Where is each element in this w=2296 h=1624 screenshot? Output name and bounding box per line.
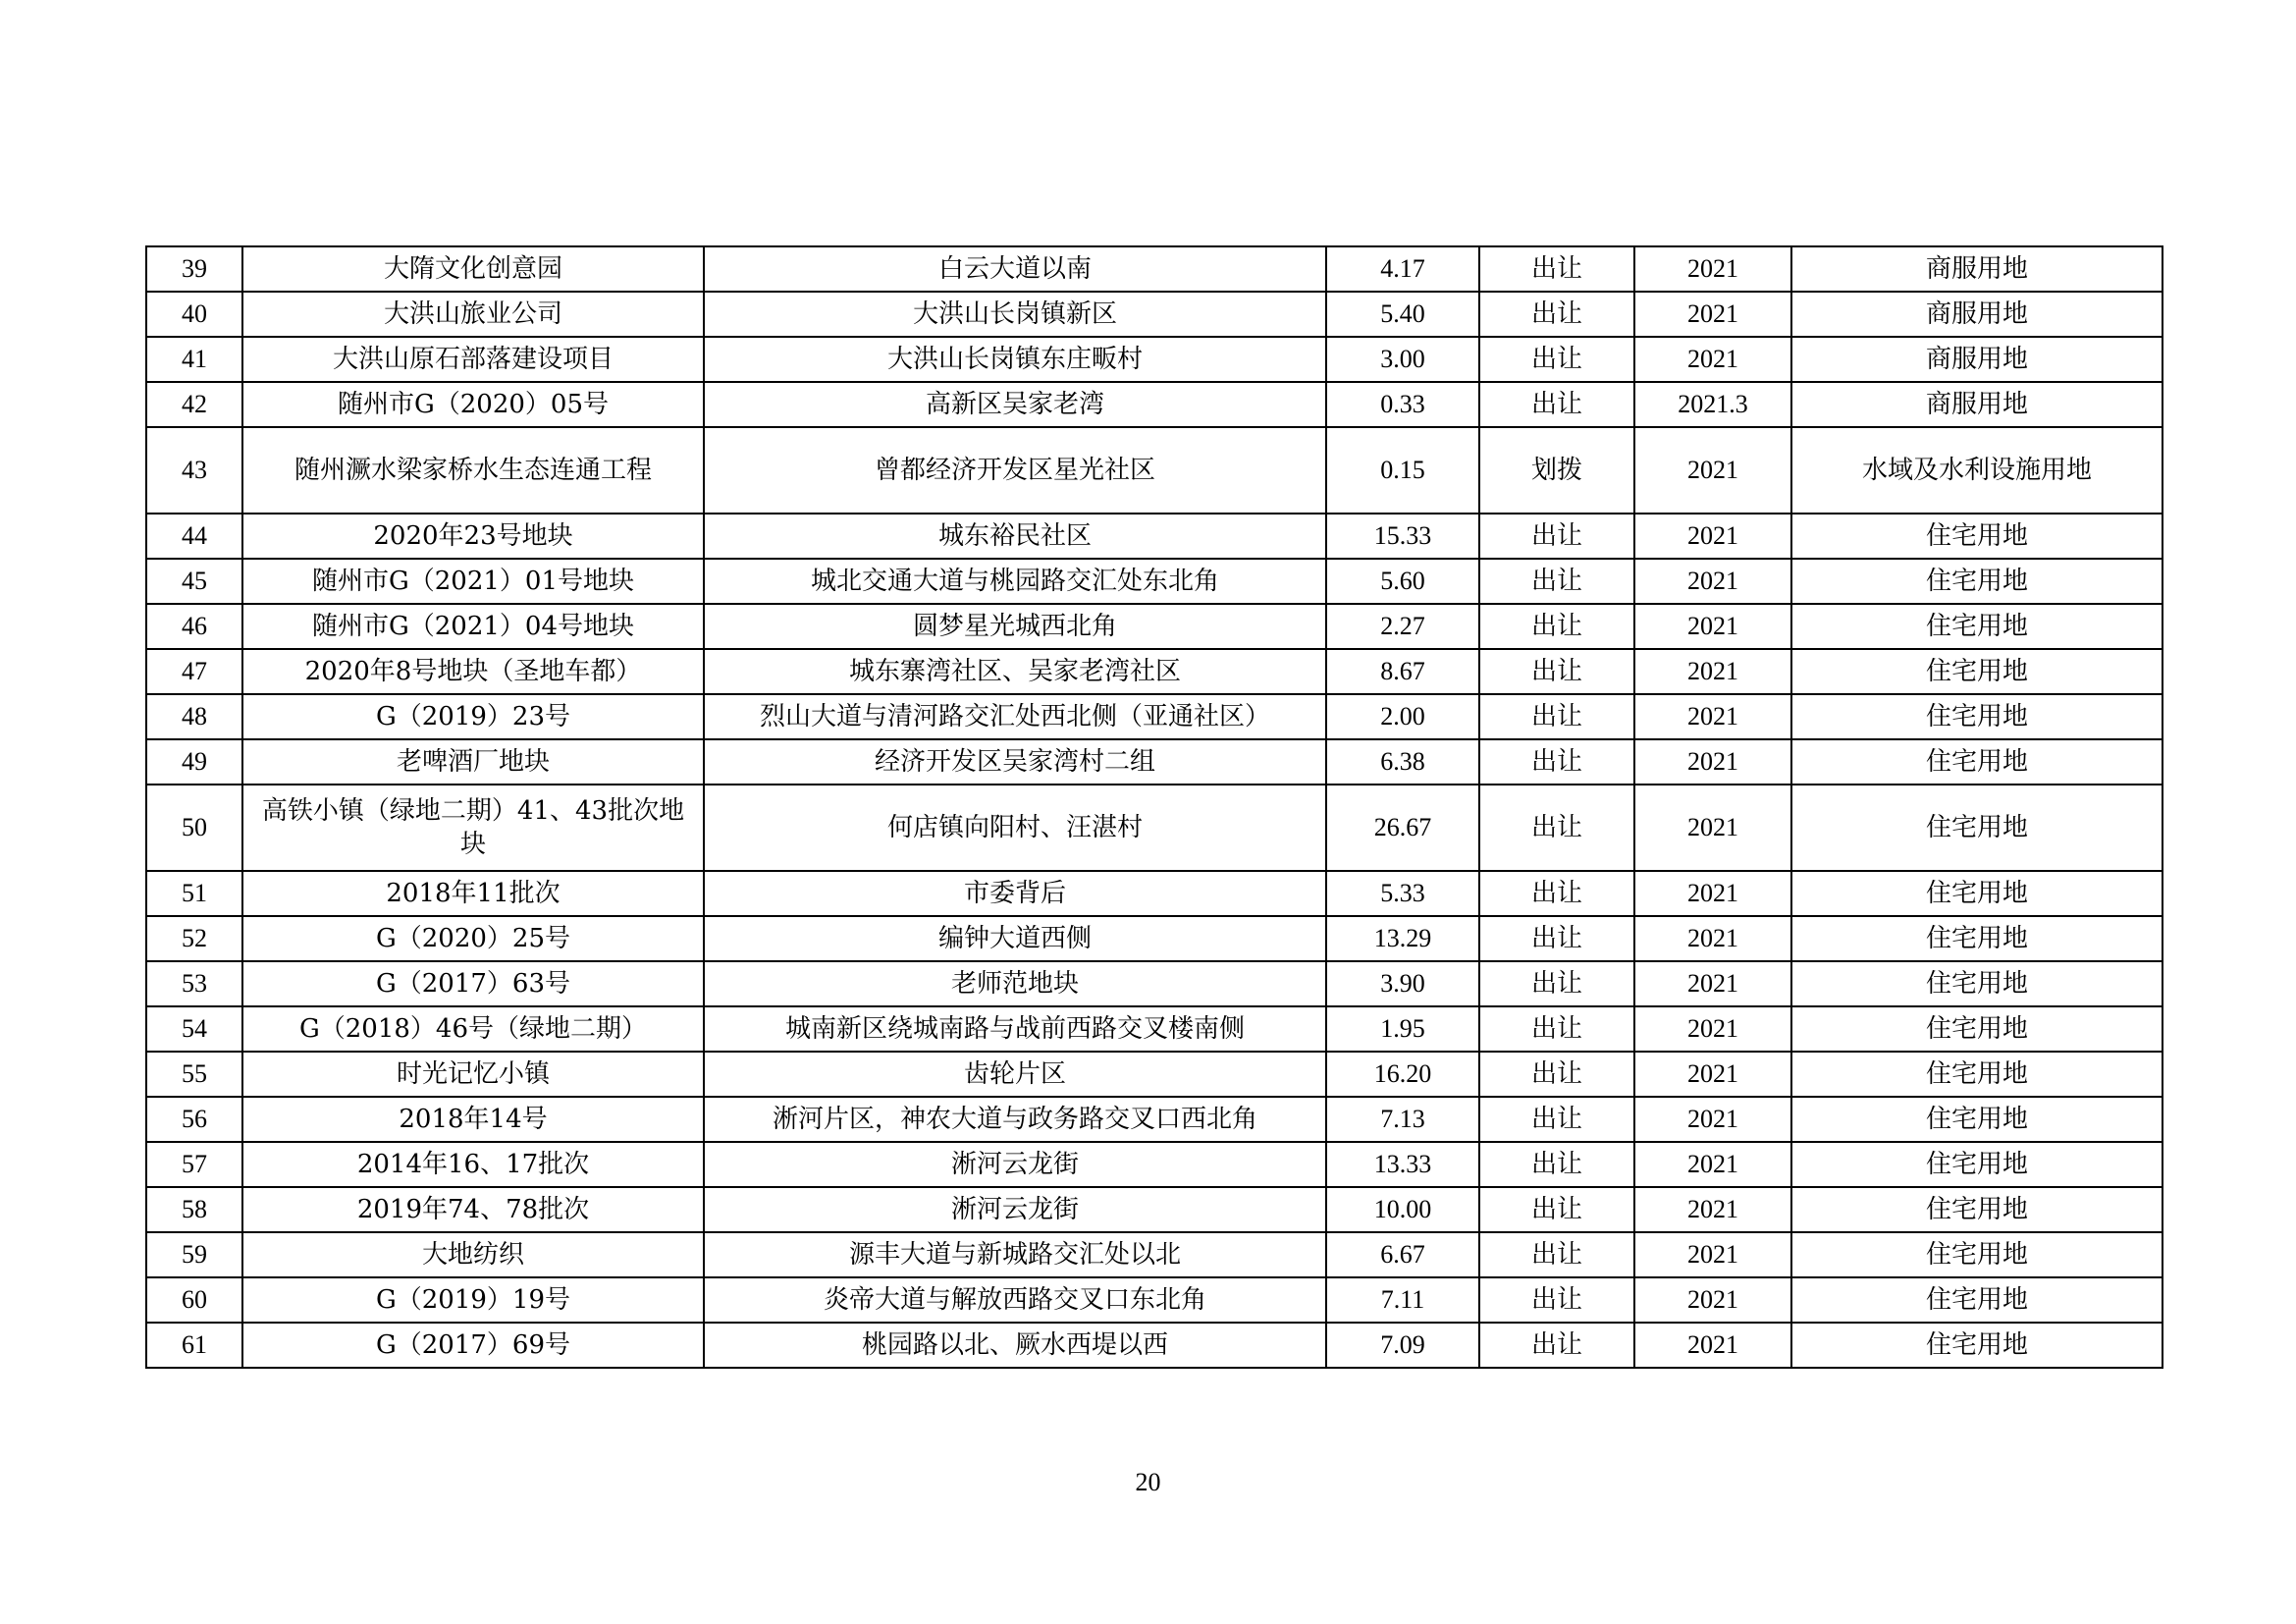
table-row <box>146 1323 2163 1368</box>
cell-area: 7.13 <box>1326 1097 1479 1142</box>
cell-number: 54 <box>146 1006 242 1052</box>
cell-land-use: 住宅用地 <box>1791 559 2163 604</box>
cell-number: 56 <box>146 1097 242 1142</box>
cell-land-use: 住宅用地 <box>1791 916 2163 961</box>
cell-area: 4.17 <box>1326 246 1479 292</box>
cell-land-use: 水域及水利设施用地 <box>1791 427 2163 514</box>
cell-location: 城东寨湾社区、吴家老湾社区 <box>704 649 1326 694</box>
cell-land-use: 住宅用地 <box>1791 1187 2163 1232</box>
cell-project-name: 随州㵐水梁家桥水生态连通工程 <box>242 427 704 514</box>
cell-supply-method: 划拨 <box>1479 427 1634 514</box>
cell-year: 2021 <box>1634 427 1791 514</box>
cell-location: 炎帝大道与解放西路交叉口东北角 <box>704 1277 1326 1323</box>
cell-supply-method: 出让 <box>1479 292 1634 337</box>
cell-location: 何店镇向阳村、汪湛村 <box>704 785 1326 871</box>
cell-supply-method: 出让 <box>1479 871 1634 916</box>
cell-location: 桃园路以北、厥水西堤以西 <box>704 1323 1326 1368</box>
cell-number: 48 <box>146 694 242 739</box>
cell-supply-method: 出让 <box>1479 337 1634 382</box>
cell-number: 61 <box>146 1323 242 1368</box>
cell-year: 2021 <box>1634 1232 1791 1277</box>
cell-land-use: 住宅用地 <box>1791 1277 2163 1323</box>
cell-area: 0.33 <box>1326 382 1479 427</box>
cell-number: 45 <box>146 559 242 604</box>
table-row <box>146 382 2163 427</box>
cell-supply-method: 出让 <box>1479 739 1634 785</box>
table-row <box>146 739 2163 785</box>
table-row <box>146 1142 2163 1187</box>
cell-land-use: 住宅用地 <box>1791 694 2163 739</box>
cell-location: 淅河云龙街 <box>704 1187 1326 1232</box>
table-body <box>146 246 2163 1368</box>
cell-year: 2021 <box>1634 1277 1791 1323</box>
cell-land-use: 住宅用地 <box>1791 785 2163 871</box>
table-row <box>146 1097 2163 1142</box>
cell-location: 经济开发区吴家湾村二组 <box>704 739 1326 785</box>
cell-year: 2021 <box>1634 604 1791 649</box>
cell-year: 2021 <box>1634 1097 1791 1142</box>
cell-area: 7.09 <box>1326 1323 1479 1368</box>
table-row <box>146 427 2163 514</box>
cell-year: 2021 <box>1634 1006 1791 1052</box>
table-row <box>146 871 2163 916</box>
cell-area: 1.95 <box>1326 1006 1479 1052</box>
cell-year: 2021 <box>1634 916 1791 961</box>
table-row <box>146 1277 2163 1323</box>
cell-year: 2021 <box>1634 559 1791 604</box>
cell-number: 40 <box>146 292 242 337</box>
table-row <box>146 916 2163 961</box>
cell-project-name: 2020年23号地块 <box>242 514 704 559</box>
cell-location: 淅河片区，神农大道与政务路交叉口西北角 <box>704 1097 1326 1142</box>
cell-year: 2021.3 <box>1634 382 1791 427</box>
cell-year: 2021 <box>1634 292 1791 337</box>
cell-year: 2021 <box>1634 739 1791 785</box>
cell-location: 老师范地块 <box>704 961 1326 1006</box>
cell-number: 47 <box>146 649 242 694</box>
cell-year: 2021 <box>1634 1142 1791 1187</box>
cell-project-name: G（2017）63号 <box>242 961 704 1006</box>
cell-supply-method: 出让 <box>1479 1232 1634 1277</box>
table-row <box>146 514 2163 559</box>
cell-land-use: 住宅用地 <box>1791 1323 2163 1368</box>
cell-number: 42 <box>146 382 242 427</box>
cell-year: 2021 <box>1634 337 1791 382</box>
cell-area: 6.38 <box>1326 739 1479 785</box>
cell-number: 44 <box>146 514 242 559</box>
cell-area: 26.67 <box>1326 785 1479 871</box>
cell-number: 58 <box>146 1187 242 1232</box>
cell-land-use: 商服用地 <box>1791 337 2163 382</box>
cell-land-use: 住宅用地 <box>1791 871 2163 916</box>
cell-location: 城南新区绕城南路与战前西路交叉楼南侧 <box>704 1006 1326 1052</box>
cell-year: 2021 <box>1634 961 1791 1006</box>
cell-number: 52 <box>146 916 242 961</box>
cell-number: 50 <box>146 785 242 871</box>
cell-location: 烈山大道与清河路交汇处西北侧（亚通社区） <box>704 694 1326 739</box>
cell-area: 2.27 <box>1326 604 1479 649</box>
cell-project-name: 2019年74、78批次 <box>242 1187 704 1232</box>
cell-supply-method: 出让 <box>1479 246 1634 292</box>
cell-year: 2021 <box>1634 649 1791 694</box>
cell-area: 16.20 <box>1326 1052 1479 1097</box>
cell-year: 2021 <box>1634 514 1791 559</box>
table-row <box>146 1232 2163 1277</box>
cell-area: 3.90 <box>1326 961 1479 1006</box>
cell-number: 49 <box>146 739 242 785</box>
cell-number: 43 <box>146 427 242 514</box>
cell-project-name: 随州市G（2021）04号地块 <box>242 604 704 649</box>
cell-project-name: G（2018）46号（绿地二期） <box>242 1006 704 1052</box>
cell-project-name: 高铁小镇（绿地二期）41、43批次地块 <box>242 785 704 871</box>
cell-land-use: 住宅用地 <box>1791 514 2163 559</box>
cell-year: 2021 <box>1634 1323 1791 1368</box>
cell-supply-method: 出让 <box>1479 1323 1634 1368</box>
table-row <box>146 1006 2163 1052</box>
cell-area: 0.15 <box>1326 427 1479 514</box>
cell-supply-method: 出让 <box>1479 649 1634 694</box>
cell-year: 2021 <box>1634 1052 1791 1097</box>
cell-number: 39 <box>146 246 242 292</box>
table-row <box>146 961 2163 1006</box>
cell-project-name: 大洪山原石部落建设项目 <box>242 337 704 382</box>
cell-area: 8.67 <box>1326 649 1479 694</box>
cell-project-name: G（2017）69号 <box>242 1323 704 1368</box>
cell-number: 46 <box>146 604 242 649</box>
cell-land-use: 住宅用地 <box>1791 739 2163 785</box>
cell-year: 2021 <box>1634 871 1791 916</box>
land-table <box>145 245 2163 1369</box>
cell-location: 齿轮片区 <box>704 1052 1326 1097</box>
cell-supply-method: 出让 <box>1479 916 1634 961</box>
cell-supply-method: 出让 <box>1479 1097 1634 1142</box>
cell-location: 城北交通大道与桃园路交汇处东北角 <box>704 559 1326 604</box>
cell-location: 市委背后 <box>704 871 1326 916</box>
cell-area: 13.29 <box>1326 916 1479 961</box>
cell-number: 57 <box>146 1142 242 1187</box>
cell-project-name: 大洪山旅业公司 <box>242 292 704 337</box>
cell-project-name: 老啤酒厂地块 <box>242 739 704 785</box>
cell-project-name: 2014年16、17批次 <box>242 1142 704 1187</box>
cell-year: 2021 <box>1634 785 1791 871</box>
cell-land-use: 商服用地 <box>1791 292 2163 337</box>
cell-project-name: 大隋文化创意园 <box>242 246 704 292</box>
cell-land-use: 住宅用地 <box>1791 1052 2163 1097</box>
table-row <box>146 694 2163 739</box>
cell-supply-method: 出让 <box>1479 382 1634 427</box>
cell-supply-method: 出让 <box>1479 694 1634 739</box>
cell-land-use: 商服用地 <box>1791 382 2163 427</box>
cell-area: 3.00 <box>1326 337 1479 382</box>
cell-number: 59 <box>146 1232 242 1277</box>
table-row <box>146 785 2163 871</box>
cell-supply-method: 出让 <box>1479 1187 1634 1232</box>
cell-year: 2021 <box>1634 246 1791 292</box>
cell-number: 51 <box>146 871 242 916</box>
cell-location: 大洪山长岗镇新区 <box>704 292 1326 337</box>
cell-area: 7.11 <box>1326 1277 1479 1323</box>
cell-area: 5.40 <box>1326 292 1479 337</box>
cell-area: 10.00 <box>1326 1187 1479 1232</box>
cell-project-name: 2020年8号地块（圣地车都） <box>242 649 704 694</box>
cell-area: 2.00 <box>1326 694 1479 739</box>
cell-supply-method: 出让 <box>1479 604 1634 649</box>
table-row <box>146 337 2163 382</box>
cell-area: 6.67 <box>1326 1232 1479 1277</box>
cell-land-use: 住宅用地 <box>1791 649 2163 694</box>
cell-location: 白云大道以南 <box>704 246 1326 292</box>
cell-project-name: 随州市G（2021）01号地块 <box>242 559 704 604</box>
cell-year: 2021 <box>1634 694 1791 739</box>
cell-number: 41 <box>146 337 242 382</box>
cell-land-use: 住宅用地 <box>1791 961 2163 1006</box>
cell-land-use: 住宅用地 <box>1791 1142 2163 1187</box>
cell-project-name: 2018年14号 <box>242 1097 704 1142</box>
cell-land-use: 住宅用地 <box>1791 1006 2163 1052</box>
cell-area: 5.60 <box>1326 559 1479 604</box>
cell-supply-method: 出让 <box>1479 1142 1634 1187</box>
cell-supply-method: 出让 <box>1479 559 1634 604</box>
cell-project-name: G（2019）23号 <box>242 694 704 739</box>
cell-supply-method: 出让 <box>1479 1277 1634 1323</box>
cell-supply-method: 出让 <box>1479 514 1634 559</box>
table-row <box>146 246 2163 292</box>
cell-location: 城东裕民社区 <box>704 514 1326 559</box>
page-number: 20 <box>1135 1468 1161 1496</box>
table-row <box>146 1052 2163 1097</box>
cell-land-use: 住宅用地 <box>1791 1232 2163 1277</box>
cell-project-name: G（2020）25号 <box>242 916 704 961</box>
cell-location: 淅河云龙街 <box>704 1142 1326 1187</box>
cell-project-name: 2018年11批次 <box>242 871 704 916</box>
cell-land-use: 住宅用地 <box>1791 604 2163 649</box>
cell-year: 2021 <box>1634 1187 1791 1232</box>
table-row <box>146 292 2163 337</box>
table-row <box>146 1187 2163 1232</box>
cell-project-name: 大地纺织 <box>242 1232 704 1277</box>
cell-project-name: G（2019）19号 <box>242 1277 704 1323</box>
cell-supply-method: 出让 <box>1479 1006 1634 1052</box>
cell-project-name: 时光记忆小镇 <box>242 1052 704 1097</box>
cell-area: 15.33 <box>1326 514 1479 559</box>
cell-supply-method: 出让 <box>1479 1052 1634 1097</box>
cell-supply-method: 出让 <box>1479 785 1634 871</box>
cell-area: 13.33 <box>1326 1142 1479 1187</box>
cell-area: 5.33 <box>1326 871 1479 916</box>
cell-land-use: 商服用地 <box>1791 246 2163 292</box>
cell-location: 高新区吴家老湾 <box>704 382 1326 427</box>
cell-location: 编钟大道西侧 <box>704 916 1326 961</box>
table-row <box>146 559 2163 604</box>
table-row <box>146 649 2163 694</box>
table-row <box>146 604 2163 649</box>
cell-location: 源丰大道与新城路交汇处以北 <box>704 1232 1326 1277</box>
cell-supply-method: 出让 <box>1479 961 1634 1006</box>
cell-location: 大洪山长岗镇东庄畈村 <box>704 337 1326 382</box>
cell-project-name: 随州市G（2020）05号 <box>242 382 704 427</box>
cell-location: 曾都经济开发区星光社区 <box>704 427 1326 514</box>
cell-number: 60 <box>146 1277 242 1323</box>
cell-number: 55 <box>146 1052 242 1097</box>
cell-location: 圆梦星光城西北角 <box>704 604 1326 649</box>
cell-number: 53 <box>146 961 242 1006</box>
cell-land-use: 住宅用地 <box>1791 1097 2163 1142</box>
